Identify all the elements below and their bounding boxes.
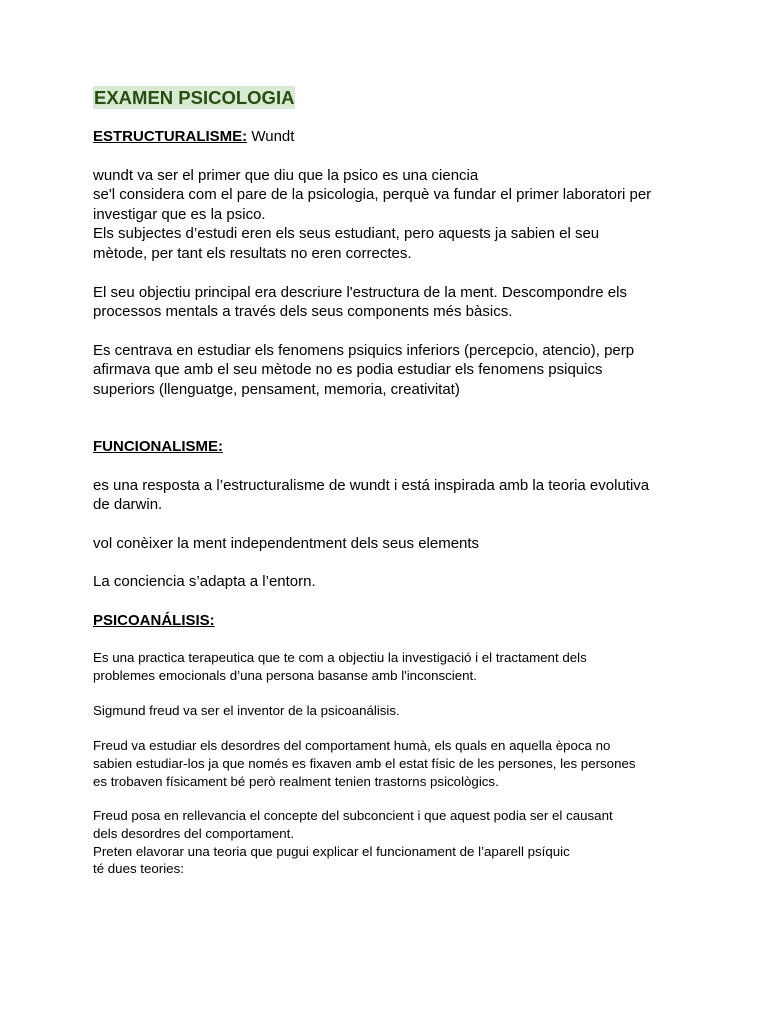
psicoanalisis-paragraph-1	[93, 649, 683, 685]
text-line: es una resposta a l’estructuralisme de wundt i está inspirada amb la teoria evolutiva	[93, 477, 650, 494]
text-line: Es una practica terapeutica que te com a objectiu la investigació i el tractament dels	[93, 650, 587, 665]
text-line: wundt va ser el primer que diu que la psico es una ciencia	[93, 167, 479, 184]
text-line: processos mentals a través dels seus components més bàsics.	[93, 303, 513, 321]
estructuralisme-paragraph-2	[93, 283, 683, 322]
text-line: Sigmund freud va ser el inventor de la psicoanálisis.	[93, 703, 400, 718]
text-line: es trobaven físicament bé però realment tenien trastorns psicològics.	[93, 773, 499, 789]
text-line: La conciencia s’adapta a l’entorn.	[93, 573, 316, 590]
funcionalisme-paragraph-2	[93, 534, 683, 553]
psicoanalisis-paragraph-4	[93, 807, 683, 878]
text-line: Freud va estudiar els desordres del comportament humà, els quals en aquella època no	[93, 738, 611, 753]
psicoanalisis-heading-line	[93, 611, 683, 630]
funcionalisme-paragraph-3	[93, 572, 683, 591]
text-line: Es centrava en estudiar els fenomens psiquics inferiors (percepcio, atencio), perp	[93, 342, 635, 359]
funcionalisme-heading-line	[93, 437, 683, 456]
text-line: vol conèixer la ment independentment dels seus elements	[93, 535, 480, 552]
estructuralisme-heading: ESTRUCTURALISME:	[93, 128, 248, 145]
text-line: sabien estudiar-los ja que només es fixaven amb el estat físic de les persones, les persones	[93, 755, 636, 771]
text-line: investigar que es la psico.	[93, 205, 266, 223]
estructuralisme-paragraph-1	[93, 166, 683, 263]
text-line: té dues teories:	[93, 861, 184, 877]
funcionalisme-heading: FUNCIONALISME:	[93, 438, 223, 455]
estructuralisme-subject: Wundt	[247, 128, 295, 145]
text-line: El seu objectiu principal era descriure l'estructura de la ment. Descompondre els	[93, 284, 627, 301]
text-line: afirmava que amb el seu mètode no es podia estudiar els fenomens psiquics	[93, 361, 603, 379]
text-line: superiors (llenguatge, pensament, memoria, creativitat)	[93, 380, 460, 398]
text-line: problemes emocionals d’una persona basanse amb l'inconscient.	[93, 667, 477, 683]
document-title: EXAMEN PSICOLOGIA	[94, 87, 295, 108]
text-line: Els subjectes d’estudi eren els seus estudiant, pero aquests ja sabien el seu	[93, 225, 600, 243]
text-line: de darwin.	[93, 496, 163, 514]
text-line: Freud posa en rellevancia el concepte del subconcient i que aquest podia ser el causant	[93, 808, 613, 823]
text-line: dels desordres del comportament.	[93, 825, 295, 841]
funcionalisme-paragraph-1	[93, 476, 683, 515]
text-line: mètode, per tant els resultats no eren correctes.	[93, 244, 412, 262]
psicoanalisis-heading: PSICOANÁLISIS:	[93, 612, 215, 629]
psicoanalisis-paragraph-3	[93, 737, 683, 790]
psicoanalisis-paragraph-2	[93, 702, 683, 720]
text-line: se'l considera com el pare de la psicologia, perquè va fundar el primer laboratori per	[93, 186, 652, 204]
estructuralisme-heading-line	[93, 127, 683, 146]
text-line: Preten elavorar una teoria que pugui explicar el funcionament de l’aparell psíquic	[93, 843, 570, 859]
estructuralisme-paragraph-3	[93, 341, 683, 399]
